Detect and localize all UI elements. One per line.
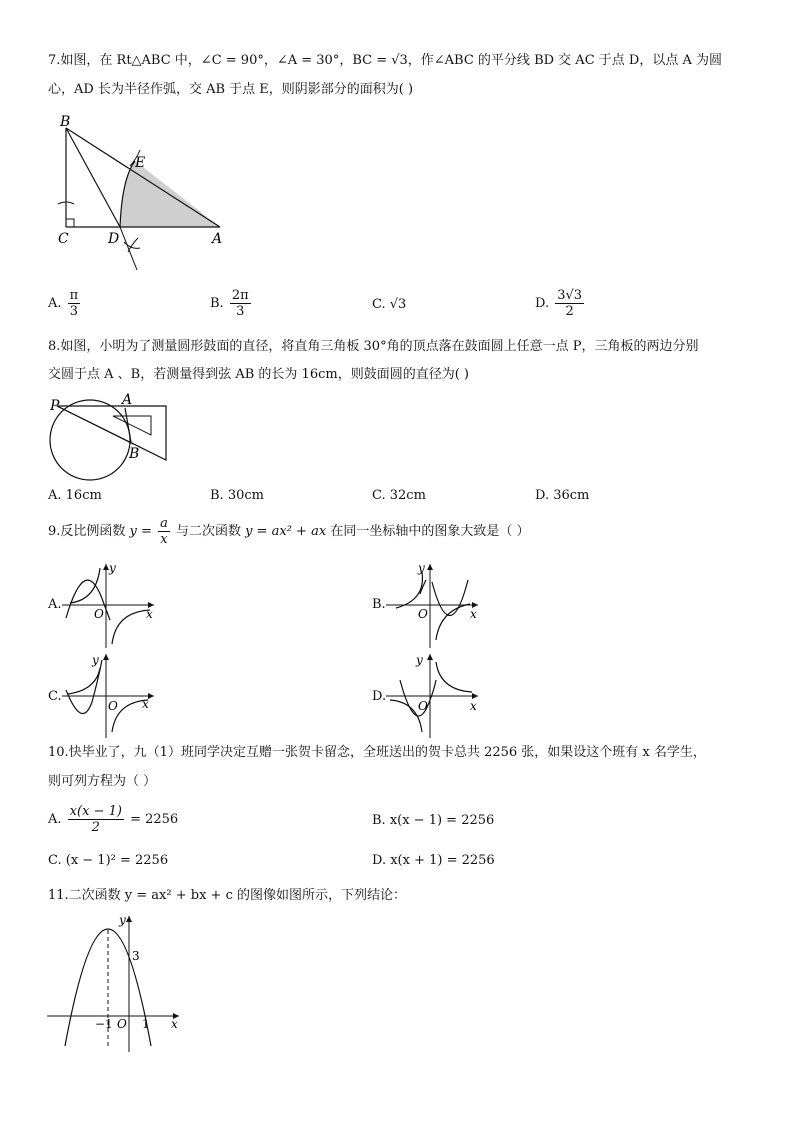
q7-option-b[interactable] [210,288,253,319]
q7-option-a-num: π [69,288,79,303]
q8-text-line2: 交圆于点 A 、B，若测量得到弦 AB 的长为 16cm，则鼓面圆的直径为( ) [48,367,469,382]
q7-label-e: E [135,155,146,171]
q8-option-a[interactable]: A. 16cm [48,488,102,503]
q9-option-b[interactable]: B. [372,597,386,612]
q9-frac-den: x [160,532,168,547]
q11-parabola-figure [45,912,195,1052]
q11-label-neg1: −1 [95,1017,113,1031]
q9-middle: 与二次函数 [175,524,241,539]
q7-option-c-letter: C. [372,297,386,312]
q9-suffix: 在同一坐标轴中的图象大致是（ ） [330,524,530,539]
q9-frac-num: a [160,516,168,531]
q10-option-c[interactable]: C. (x − 1)² = 2256 [48,853,169,868]
q8-label-p: P [50,398,60,414]
q9-text [48,515,529,549]
q9-option-c[interactable]: C. [48,689,62,704]
q9-quad: y = ax² + ax [245,524,327,539]
q8-label-b: B [129,446,140,462]
q7-option-a[interactable] [48,288,82,319]
q8-option-b[interactable]: B. 30cm [210,488,264,503]
q7-option-b-den: 3 [236,304,245,319]
q7-text-line1: 7.如图，在 Rt△ABC 中，∠C = 90°，∠A = 30°，BC = √3，作∠ABC 的平分线 BD 交 AC 于点 D，以点 A 为圆 [48,53,722,68]
q9-a-x: x [146,607,153,621]
q9-graph-c [62,650,162,740]
q9-graph-b [386,560,486,650]
q9-a-y: y [109,561,116,575]
q10-option-a-rhs: = 2256 [130,812,179,827]
q11-label-1: 1 [142,1017,150,1031]
q10-option-b[interactable]: B. x(x − 1) = 2256 [372,813,495,828]
q9-c-o: O [108,699,118,713]
q7-option-a-letter: A. [48,296,62,311]
q9-option-d[interactable]: D. [372,689,387,704]
q7-option-c-value: √3 [389,297,407,312]
q9-b-x: x [470,607,477,621]
q9-d-y: y [416,653,423,667]
q10-text-line1: 10.快毕业了，九（1）班同学决定互赠一张贺卡留念，全班送出的贺卡总共 2256 张，如果设这个班有 x 名学生， [48,745,706,760]
q7-option-d-num: 3√3 [557,288,583,303]
q10-option-a-num: x(x − 1) [69,804,122,819]
q7-label-d: D [108,231,120,247]
q10-option-a-letter: A. [48,812,62,827]
q9-y-eq: y = [129,524,152,539]
q7-option-d[interactable] [535,288,586,319]
q11-label-y: y [119,913,126,927]
q8-option-c[interactable]: C. 32cm [372,488,426,503]
q9-graph-d [386,650,486,740]
q7-text-line2: 心，AD 长为半径作弧，交 AB 于点 E，则阴影部分的面积为( ) [48,82,414,97]
q9-prefix: 9.反比例函数 [48,524,126,539]
q9-a-o: O [94,607,104,621]
q8-option-d[interactable]: D. 36cm [535,488,590,503]
q9-option-a[interactable]: A. [48,597,62,612]
q7-label-b: B [60,114,71,130]
q10-text-line2: 则可列方程为（ ） [48,774,157,789]
q9-c-y: y [92,653,99,667]
q7-label-a: A [212,231,223,247]
q7-option-d-den: 2 [565,304,574,319]
q7-option-b-letter: B. [210,296,224,311]
q9-graph-a [62,560,162,650]
q9-d-o: O [418,699,428,713]
q7-option-b-num: 2π [231,288,249,303]
q9-c-x: x [142,697,149,711]
q8-label-a: A [122,392,133,408]
q10-option-d[interactable]: D. x(x + 1) = 2256 [372,853,495,868]
q10-option-a[interactable] [48,804,178,835]
q11-label-o: O [117,1017,127,1031]
q7-triangle-figure [40,110,280,270]
q9-d-x: x [470,699,477,713]
q10-option-a-den: 2 [91,820,100,835]
q7-option-a-den: 3 [69,304,79,319]
q11-text-line1: 11.二次函数 y = ax² + bx + c 的图像如图所示，下列结论： [48,888,406,903]
q11-label-x: x [171,1017,178,1031]
q7-option-c[interactable] [372,296,406,314]
q7-label-c: C [58,231,69,247]
q11-label-3: 3 [132,949,140,963]
q9-b-o: O [418,607,428,621]
q9-b-y: y [418,561,425,575]
q7-option-d-letter: D. [535,296,550,311]
q8-text-line1: 8.如图，小明为了测量圆形鼓面的直径，将直角三角板 30°角的顶点落在鼓面圆上任意一点 P，三角板的两边分别 [48,339,699,354]
q8-circle-figure [45,394,175,484]
